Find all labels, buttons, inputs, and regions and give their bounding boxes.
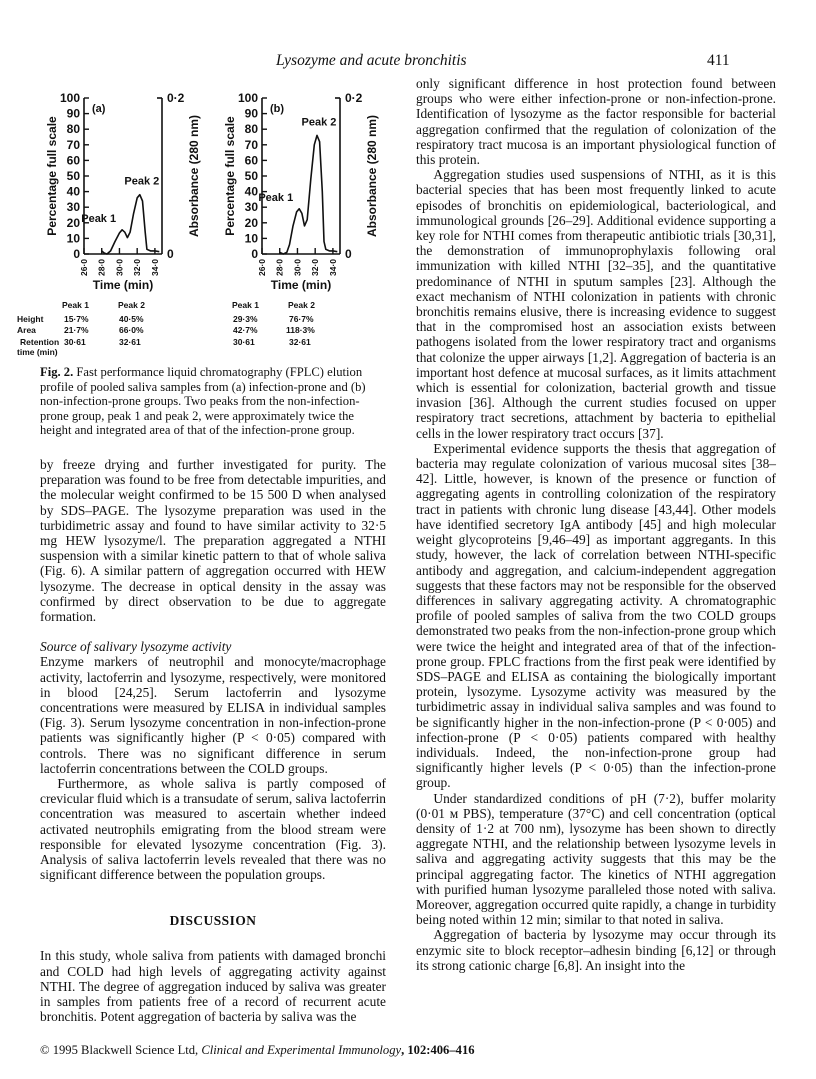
x-tick-label: 28·0 <box>274 259 285 277</box>
b-retention-peak2: 32·61 <box>289 337 311 347</box>
y2-tick-label-top: 0·2 <box>345 91 363 105</box>
y-tick-label: 30 <box>244 200 258 215</box>
y-axis-title: Percentage full scale <box>223 116 237 236</box>
paragraph: by freeze drying and further investigated for purity. The preparation was found to be free from detectable impurities, and the molecular weight confirmed to be 15 500 D when analysed by SDS–PAGE. The lysozyme preparation was used in the turbidimetric assay and found to have similar activity to 32·5 mg HEW lysozyme/l. The preparation aggregated a NTHI suspension with a similar kinetic pattern to that of whole saliva (Fig. 6). A similar pattern of aggregation occurred with HEW lysozyme. The decrease in optical density in the assay was confirmed by direct observation to be due to aggregate formation. <box>40 457 386 625</box>
x-tick-label: 28·0 <box>96 259 107 277</box>
running-title: Lysozyme and acute bronchitis <box>276 52 467 69</box>
x-tick-label: 30·0 <box>292 259 303 277</box>
y-tick-label: 100 <box>237 91 258 105</box>
a-retention-peak1: 30·61 <box>64 337 86 347</box>
b-height-peak1: 29·3% <box>233 314 258 324</box>
x-axis-title: Time (min) <box>92 278 154 292</box>
y-tick-label: 70 <box>66 137 80 152</box>
x-tick-label: 30·0 <box>114 259 125 277</box>
page-footer <box>40 1043 475 1058</box>
y2-tick-label-bottom: 0 <box>345 247 352 261</box>
row-label-time: time (min) <box>17 347 58 357</box>
section-heading-discussion: DISCUSSION <box>169 913 257 928</box>
panel-a <box>45 91 201 292</box>
b-area-peak1: 42·7% <box>233 325 258 335</box>
x-tick-label: 26·0 <box>79 259 89 277</box>
a-area-peak1: 21·7% <box>64 325 89 335</box>
y-tick-label: 70 <box>244 137 258 152</box>
y-tick-label: 40 <box>244 184 258 199</box>
x-tick-label: 34·0 <box>149 259 160 277</box>
journal-name: Clinical and Experimental Immunology <box>201 1043 402 1057</box>
a-retention-peak2: 32·61 <box>119 337 141 347</box>
peak1-annotation: Peak 1 <box>81 212 117 225</box>
col-header-peak2-a: Peak 2 <box>118 300 145 310</box>
col-header-peak1-a: Peak 1 <box>62 300 89 310</box>
y-tick-label: 0 <box>251 247 258 261</box>
col-header-peak2-b: Peak 2 <box>288 300 315 310</box>
y2-tick-label-bottom: 0 <box>167 247 174 261</box>
y-tick-label: 50 <box>66 169 80 183</box>
x-tick-label: 34·0 <box>327 259 338 277</box>
panel-b <box>223 91 379 292</box>
b-retention-peak1: 30·61 <box>233 337 255 347</box>
peak1-annotation: Peak 1 <box>258 191 294 204</box>
y-tick-label: 100 <box>59 91 80 105</box>
y-tick-label: 50 <box>244 169 258 183</box>
y2-axis-title: Absorbance (280 nm) <box>187 114 201 238</box>
x-tick-label: 32·0 <box>310 259 321 277</box>
col-header-peak1-b: Peak 1 <box>232 300 259 310</box>
a-height-peak1: 15·7% <box>64 314 89 324</box>
paragraph: Enzyme markers of neutrophil and monocyte/macrophage activity, lactoferrin and lysozyme, respectively, were monitored in blood [24,25]. Serum lactoferrin and lysozyme concentrations were measured by ELISA in individual samples (Fig. 3). Serum lysozyme concentration in non-infection-prone patients was significantly higher (P < 0·05) compared with controls. There was no significant difference in serum lactoferrin concentrations between the COLD groups. <box>40 654 386 776</box>
row-label-retention: Retention <box>20 337 60 347</box>
b-area-peak2: 118·3% <box>286 325 315 335</box>
page-number: 411 <box>707 52 730 69</box>
row-label-area: Area <box>17 325 36 335</box>
y-tick-label: 60 <box>66 153 80 168</box>
y-tick-label: 20 <box>66 215 80 230</box>
peak2-annotation: Peak 2 <box>301 116 337 129</box>
paragraph: Furthermore, as whole saliva is partly composed of crevicular fluid which is a transudate of serum, saliva lactoferrin concentration was measured to ascertain whether indeed activated neutrophils emigrating from the blood stream were responsible for elevated lysozyme concentration (Fig. 3). Analysis of saliva lactoferrin levels revealed that there was no significant difference between the population groups. <box>40 776 386 883</box>
y-tick-label: 60 <box>244 153 258 168</box>
panel-label: (b) <box>270 103 285 115</box>
subheading-source-lysozyme: Source of salivary lysozyme activity <box>40 639 232 655</box>
x-axis-title: Time (min) <box>270 278 332 292</box>
paragraph: only significant difference in host protection found between groups who were either infection-prone or non-infection-prone. Identification of lysozyme as the factor responsible for bacterial aggregation confirmed that the regulation of colonization of the respiratory tract mucosa is an important physiological function of this protein. <box>416 76 776 168</box>
copyright: © 1995 Blackwell Science Ltd, <box>40 1043 202 1057</box>
y-tick-label: 10 <box>244 231 258 246</box>
y2-tick-label-top: 0·2 <box>167 91 185 105</box>
figure-caption <box>40 365 386 438</box>
y2-axis-title: Absorbance (280 nm) <box>365 114 379 238</box>
y-axis-title: Percentage full scale <box>45 116 59 236</box>
caption-text: Fast performance liquid chromatography (FPLC) elution profile of pooled saliva samples from (a) infection-prone and (b) non-infection-prone groups. Two peaks from the non-infection-prone group, peak 1 and peak 2, were approximately twice the height and integrated area of that of the infection-prone group. <box>40 365 366 438</box>
x-tick-label: 26·0 <box>257 259 267 277</box>
y-tick-label: 20 <box>244 215 258 230</box>
y-tick-label: 80 <box>66 122 80 137</box>
a-height-peak2: 40·5% <box>119 314 144 324</box>
peak2-annotation: Peak 2 <box>124 175 160 188</box>
left-column-body <box>40 457 386 882</box>
paragraph: Aggregation of bacteria by lysozyme may occur through its enzymic site to block receptor–adhesin binding [6,12] or through its strong cationic charge [6,8]. An insight into the <box>416 927 776 973</box>
fplc-chart <box>40 88 400 298</box>
x-tick-label: 32·0 <box>132 259 143 277</box>
y-tick-label: 0 <box>73 247 80 261</box>
paragraph: Under standardized conditions of pH (7·2), buffer molarity (0·01 м PBS), temperature (37°C) and cell concentration (optical density of 1·2 at 700 nm), lysozyme has been shown to directly aggregate NTHI, and the relationship between lysozyme levels in saliva and aggregating activity suggests that this may be the principal aggregating factor. The kinetics of NTHI aggregation with purified human lysozyme paralleled those noted with saliva. Moreover, aggregation occurred quite rapidly, a change in turbidity being noted within 12 min; similar to that noted in saliva. <box>416 790 777 928</box>
y-tick-label: 80 <box>244 122 258 137</box>
paragraph: Experimental evidence supports the thesis that aggregation of bacteria may regulate colonization of various mucosal sites [38–42]. Little, however, is known of the presence or function of aggregating agents in controlling colonization of the respiratory tract in patients with chronic lung disease [43,44]. Other models have identified secretory IgA antibody [45] and high molecular weight glycoproteins [9,46–49] as important aggregants. In this study, however, the lack of correlation between NTHI-specific antibody and aggregation, and calcium-independent aggregation suggests that these factors may not be responsible for the observed differences in salivary aggregating activity. A chromatographic profile of pooled samples of saliva from the two COLD groups demonstrated two peaks from the non-infection-prone group which were twice the height and integrated area of that of the infection-prone group. FPLC fractions from the first peak were identified by SDS–PAGE and ELISA as containing the biologically important protein, lysozyme. Lysozyme activity was measured by the turbidimetric assay in individual saliva samples and was found to be significantly higher in the non-infection-prone (P < 0·005) and infection-prone (P < 0·05) patients compared with healthy individuals. Indeed, the non-infection-prone group had significantly higher levels (P < 0·05) than the infection-prone group. <box>416 440 776 791</box>
caption-label: Fig. 2. <box>40 365 74 379</box>
y-tick-label: 30 <box>66 200 80 215</box>
panel-label: (a) <box>92 103 106 115</box>
volume-pages: , 102:406–416 <box>401 1043 475 1057</box>
y-tick-label: 40 <box>66 184 80 199</box>
a-area-peak2: 66·0% <box>119 325 144 335</box>
paragraph: In this study, whole saliva from patients with damaged bronchi and COLD had high levels of aggregating activity against NTHI. The degree of aggregation induced by saliva was greater in samples from patients free of a record of recurrent acute bronchitis. Potent aggregation of bacteria by saliva was the <box>40 948 386 1025</box>
paragraph: Aggregation studies used suspensions of NTHI, as it is this bacterial species that has been most frequently linked to acute episodes of bronchitis on epidemiological, bacteriological, and immunological grounds [26–29]. Additional evidence supporting a key role for NTHI comes from therapeutic antibiotic trials [30,31], the demonstration of immunoprophylaxis following oral immunization with killed NTHI [32–35], and the quantitative predominance of NTHI in sputum samples [23]. Although the exact mechanism of NTHI colonization in patients with chronic bronchitis remains elusive, there is increasing evidence to suggest that in the compromised host an association exists between pathogens isolated from the lower respiratory tract and organisms that colonize the upper airways [1,2]. Aggregation of bacteria is an important host defence at mucosal surfaces, as it limits attachment which is essential for colonization, bacterial growth and tissue invasion [36]. Although the current studies focused on upper respiratory tract secretions, attachment by bacteria to epithelial cells in the lower respiratory tract occurs [37]. <box>416 167 776 441</box>
y-tick-label: 10 <box>66 231 80 246</box>
row-label-height: Height <box>17 314 44 324</box>
y-tick-label: 90 <box>244 106 258 121</box>
b-height-peak2: 76·7% <box>289 314 314 324</box>
y-tick-label: 90 <box>66 106 80 121</box>
discussion-body <box>40 935 386 1038</box>
right-column-body <box>416 76 776 973</box>
